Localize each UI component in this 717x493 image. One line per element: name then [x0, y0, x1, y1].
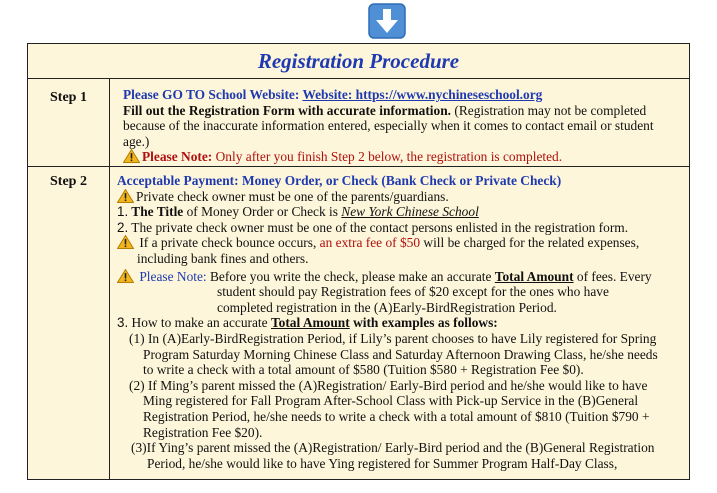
step-1-label: Step 1 — [28, 78, 110, 166]
example-1-line-1: (1) In (A)Early-BirdRegistration Period, if Lily’s parent chooses to have Lily registered for Spring — [129, 330, 657, 346]
step-1-note-label: Please Note: — [142, 149, 213, 165]
item-3-text-2: with examples as follows: — [349, 315, 498, 331]
item-3-total-amount: Total Amount — [270, 315, 350, 331]
item-3-number: 3. — [117, 315, 129, 331]
step-2-note-line-2: student should pay Registration fees of $20 except for the ones who have — [217, 284, 609, 300]
registration-procedure-table — [27, 43, 690, 480]
bounce-fee: an extra fee of $50 — [319, 235, 421, 251]
example-2-line-4: Registration Fee $20). — [143, 424, 263, 440]
step-1-row — [28, 78, 689, 167]
step-1-content — [117, 87, 683, 165]
fill-out-note-line2: because of the inaccurate information entered, especially when it comes to contact email or student — [123, 118, 654, 134]
item-1-payee: New York Chinese School — [341, 204, 479, 220]
item-3-text: How to make an accurate — [128, 315, 271, 331]
warning-icon — [117, 269, 134, 283]
warning-icon — [117, 235, 134, 249]
table-title: Registration Procedure — [28, 44, 689, 79]
fill-out-instruction: Fill out the Registration Form with accurate information. — [123, 102, 452, 118]
step-2-note-label: Please Note: — [136, 268, 207, 284]
bounce-line-2: including bank fines and others. — [137, 250, 309, 266]
private-owner-text: Private check owner must be one of the parents/guardians. — [136, 188, 449, 204]
item-2-text: The private check owner must be one of the contact persons enlisted in the registration form. — [128, 219, 629, 235]
step-2-label: Step 2 — [28, 166, 110, 479]
item-1-number: 1. — [117, 204, 129, 220]
example-1-line-3: to write a check with a total amount of $580 (Tuition $580 + Registration Fee $0). — [143, 362, 584, 378]
goto-website-text: Please GO TO School Website: — [123, 87, 303, 102]
step-2-note-text: Before you write the check, please make an accurate — [206, 268, 495, 284]
step-2-note-text-2: of fees. Every — [573, 268, 652, 284]
example-2-line-2: Ming registered for Fall Program After-School Class with Pick-up Service in the (B)General — [143, 393, 639, 409]
payment-heading: Acceptable Payment: Money Order, or Check (Bank Check or Private Check) — [117, 173, 562, 188]
down-arrow-icon — [368, 3, 406, 39]
warning-icon — [123, 149, 140, 163]
example-1-line-2: Program Saturday Morning Chinese Class and Saturday Afternoon Drawing Class, he/she needs — [143, 346, 658, 362]
item-1-title: The Title — [128, 204, 184, 220]
step-1-note-text: Only after you finish Step 2 below, the registration is completed. — [212, 149, 563, 165]
step-2-note-line-3: completed registration in the (A)Early-BirdRegistration Period. — [217, 299, 557, 315]
fill-out-note-line3: age.) — [123, 133, 150, 149]
item-2-number: 2. — [117, 219, 129, 235]
warning-icon — [117, 189, 134, 203]
step-2-content — [117, 173, 683, 471]
bounce-text: If a private check bounce occurs, — [136, 235, 320, 251]
example-3-line-1: (3)If Ying’s parent missed the (A)Registration/ Early-Bird period and the (B)General Registration — [131, 440, 655, 456]
bounce-text-2: will be charged for the related expenses, — [420, 235, 640, 251]
example-2-line-1: (2) If Ming’s parent missed the (A)Registration/ Early-Bird period and he/she would like to have — [129, 377, 648, 393]
total-amount-text: Total Amount — [494, 268, 574, 284]
example-3-line-2: Period, he/she would like to have Ying registered for Summer Program Half-Day Class, — [147, 455, 618, 471]
example-2-line-3: Registration Period, he/she needs to write a check with a total amount of $810 (Tuition $790 + — [143, 408, 650, 424]
fill-out-note: (Registration may not be completed — [451, 102, 647, 118]
school-website-link[interactable]: Website: https://www.nychineseschool.org — [302, 87, 543, 102]
step-2-row — [28, 166, 689, 479]
item-1-text: of Money Order or Check is — [183, 204, 342, 220]
